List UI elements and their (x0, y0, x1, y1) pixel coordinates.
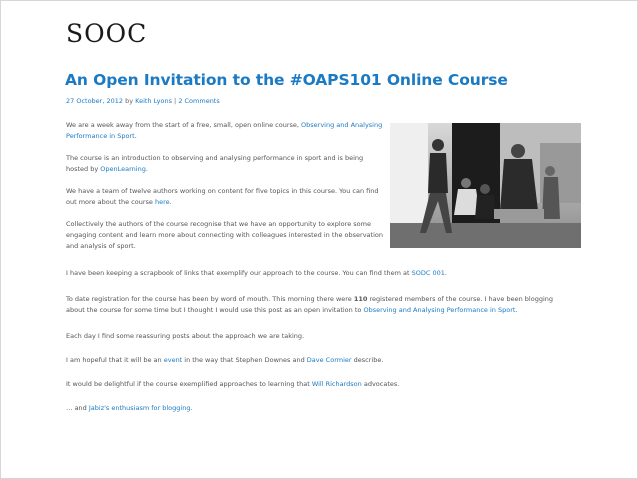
site-logo[interactable]: SOOC (66, 19, 148, 48)
jabiz-link[interactable]: Jabiz's enthusiasm for blogging (88, 404, 191, 412)
meta-separator: | (171, 97, 179, 105)
event-link[interactable]: event (163, 356, 183, 364)
post-photo (390, 123, 581, 248)
course-invitation-link[interactable]: Observing and Analysing Performance in Sport (363, 306, 516, 314)
paragraph-2-text: The course is an introduction to observing and analysing performance in sport and is being hosted by (66, 154, 364, 173)
post-date-link[interactable]: 27 October, 2012 (66, 97, 124, 105)
openlearning-link[interactable]: OpenLearning (100, 165, 146, 173)
paragraph-3-text: We have a team of twelve authors working on content for five topics in this course. You can find out more about the course (66, 187, 379, 206)
will-richardson-link[interactable]: Will Richardson (311, 380, 362, 388)
paragraph-8-text-1: I am hopeful that it will be an (66, 356, 164, 364)
paragraph-4 (66, 219, 384, 252)
paragraph-6-text-1: To date registration for the course has been by word of mouth. This morning there were (66, 295, 354, 303)
paragraph-8 (66, 355, 566, 366)
paragraph-3-end: . (169, 198, 172, 206)
post-meta (66, 97, 220, 105)
paragraph-5-end: . (444, 269, 447, 277)
paragraph-6-end: . (515, 306, 518, 314)
meta-by-text: by (123, 97, 136, 105)
course-link[interactable]: Observing and Analysing Performance in Sport (66, 121, 383, 140)
paragraph-7 (66, 331, 566, 342)
paragraph-1 (66, 120, 384, 142)
member-count: 110 (353, 295, 368, 303)
post-title[interactable]: An Open Invitation to the #OAPS101 Online Course (65, 71, 508, 89)
paragraph-8-text-3: describe. (351, 356, 384, 364)
post-comments-link[interactable]: 2 Comments (178, 97, 220, 105)
paragraph-10-text: … and (66, 404, 89, 412)
paragraph-5 (66, 268, 566, 279)
paragraph-9 (66, 379, 566, 390)
paragraph-4-text: Collectively the authors of the course recognise that we have an opportunity to explore some engaging content and learn more about connecting with colleagues interested in the observation and analysis of sport. (66, 220, 383, 250)
paragraph-1-end: . (134, 132, 137, 140)
paragraph-1-text: We are a week away from the start of a free, small, open online course, (66, 121, 302, 129)
paragraph-6 (66, 294, 566, 316)
paragraph-2 (66, 153, 384, 175)
paragraph-6-text-2: registered members of the course. I have been blogging about the course for some time but I thought I would use this post as an open invitation to (66, 295, 553, 314)
photo-image (390, 123, 581, 248)
dave-cormier-link[interactable]: Dave Cormier (306, 356, 352, 364)
paragraph-7-text: Each day I find some reassuring posts about the approach we are taking. (66, 332, 305, 340)
paragraph-9-end: advocates. (361, 380, 400, 388)
paragraph-10-end: . (190, 404, 193, 412)
post-author-link[interactable]: Keith Lyons (135, 97, 172, 105)
paragraph-3 (66, 186, 384, 208)
paragraph-8-text-2: in the way that Stephen Downes and (182, 356, 307, 364)
sodc-link[interactable]: SODC 001 (411, 269, 445, 277)
paragraph-9-text: It would be delightful if the course exemplified approaches to learning that (66, 380, 312, 388)
here-link[interactable]: here (154, 198, 170, 206)
paragraph-10 (66, 403, 566, 414)
paragraph-2-end: . (145, 165, 148, 173)
paragraph-5-text: I have been keeping a scrapbook of links that exemplify our approach to the course. You can find them at (66, 269, 412, 277)
